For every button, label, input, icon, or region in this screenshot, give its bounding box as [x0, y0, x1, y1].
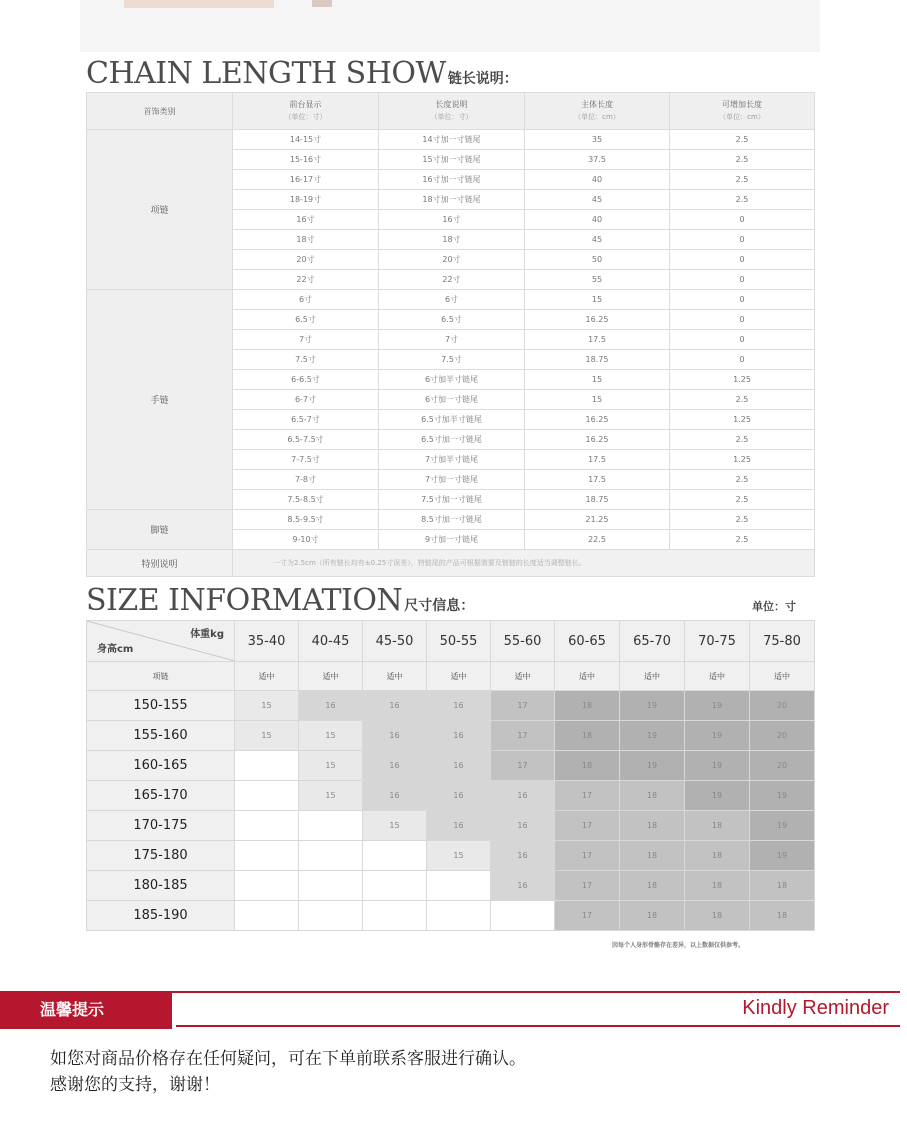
size-value-cell: 18	[555, 751, 620, 781]
chain-cell: 14-15寸	[233, 130, 379, 150]
size-value-cell: 15	[427, 841, 491, 871]
size-value-cell: 16	[491, 871, 555, 901]
fit-cell: 适中	[620, 662, 685, 691]
chain-cell: 2.5	[670, 430, 815, 450]
chain-category-cell: 手链	[87, 290, 233, 510]
size-value-cell: 18	[685, 871, 750, 901]
chain-header-cell	[670, 93, 815, 130]
size-value-cell: 19	[750, 811, 815, 841]
size-value-cell: 17	[555, 871, 620, 901]
chain-cell: 2.5	[670, 470, 815, 490]
chain-cell: 7-7.5寸	[233, 450, 379, 470]
size-value-cell: 19	[620, 691, 685, 721]
size-row	[87, 691, 815, 721]
chain-cell: 21.25	[525, 510, 670, 530]
chain-header-main: 主体长度	[581, 100, 613, 109]
size-value-cell	[299, 841, 363, 871]
size-value-cell: 16	[427, 691, 491, 721]
size-table-header	[87, 621, 815, 662]
chain-cell: 0	[670, 330, 815, 350]
chain-header-sub: （单位：寸）	[430, 113, 473, 121]
size-row	[87, 781, 815, 811]
size-value-cell: 19	[685, 781, 750, 811]
chain-row	[87, 510, 815, 530]
chain-header-cell	[233, 93, 379, 130]
chain-row	[87, 290, 815, 310]
chain-cell: 7寸	[233, 330, 379, 350]
weight-header-cell: 55-60	[491, 621, 555, 662]
reminder-bar	[0, 987, 907, 1031]
product-image-fragment	[312, 0, 332, 7]
size-value-cell: 16	[427, 721, 491, 751]
fit-cell: 适中	[299, 662, 363, 691]
size-row	[87, 901, 815, 931]
size-value-cell: 16	[427, 811, 491, 841]
size-value-cell: 17	[555, 781, 620, 811]
chain-cell: 6寸加半寸链尾	[379, 370, 525, 390]
chain-cell: 20寸	[233, 250, 379, 270]
chain-cell: 6寸	[233, 290, 379, 310]
chain-cell: 0	[670, 250, 815, 270]
height-cell: 150-155	[87, 691, 235, 721]
size-value-cell: 18	[620, 901, 685, 931]
size-value-cell: 19	[620, 721, 685, 751]
chain-cell: 18.75	[525, 350, 670, 370]
chain-cell: 6-6.5寸	[233, 370, 379, 390]
size-value-cell	[299, 901, 363, 931]
chain-cell: 22.5	[525, 530, 670, 550]
size-value-cell: 20	[750, 751, 815, 781]
fit-row	[87, 662, 815, 691]
weight-header-cell: 40-45	[299, 621, 363, 662]
size-value-cell: 19	[750, 781, 815, 811]
unit-label: 单位：寸	[752, 600, 796, 613]
size-value-cell	[363, 841, 427, 871]
size-value-cell: 16	[427, 781, 491, 811]
size-value-cell	[235, 811, 299, 841]
chain-cell: 6.5寸加一寸链尾	[379, 430, 525, 450]
chain-cell: 8.5寸加一寸链尾	[379, 510, 525, 530]
corner-weight-label: 体重kg	[190, 629, 224, 640]
size-value-cell: 17	[491, 751, 555, 781]
chain-header-main: 可增加长度	[722, 100, 762, 109]
corner-height-label: 身高cm	[97, 644, 134, 655]
chain-cell: 7寸加半寸链尾	[379, 450, 525, 470]
chain-cell: 2.5	[670, 530, 815, 550]
chain-cell: 2.5	[670, 130, 815, 150]
size-value-cell: 18	[620, 781, 685, 811]
size-value-cell: 18	[620, 841, 685, 871]
size-value-cell: 19	[620, 751, 685, 781]
chain-note-row	[87, 550, 815, 577]
size-row	[87, 751, 815, 781]
weight-header-cell: 45-50	[363, 621, 427, 662]
chain-cell: 0	[670, 270, 815, 290]
chain-cell: 15	[525, 390, 670, 410]
chain-category-cell: 项链	[87, 130, 233, 290]
chain-cell: 16寸	[233, 210, 379, 230]
chain-cell: 6寸加一寸链尾	[379, 390, 525, 410]
chain-cell: 16-17寸	[233, 170, 379, 190]
chain-title-zh: 链长说明：	[447, 71, 518, 87]
chain-cell: 6.5寸	[379, 310, 525, 330]
weight-header-cell: 50-55	[427, 621, 491, 662]
chain-cell: 16寸加一寸链尾	[379, 170, 525, 190]
chain-cell: 16寸	[379, 210, 525, 230]
height-cell: 155-160	[87, 721, 235, 751]
size-row	[87, 811, 815, 841]
chain-cell: 7寸	[379, 330, 525, 350]
size-value-cell: 15	[299, 751, 363, 781]
chain-cell: 50	[525, 250, 670, 270]
size-value-cell: 18	[555, 691, 620, 721]
height-cell: 165-170	[87, 781, 235, 811]
chain-header-sub: （单位：cm）	[574, 113, 620, 121]
weight-header-cell: 75-80	[750, 621, 815, 662]
size-value-cell: 18	[685, 901, 750, 931]
chain-cell: 17.5	[525, 450, 670, 470]
chain-length-table	[86, 92, 815, 577]
chain-cell: 0	[670, 350, 815, 370]
fit-cell: 适中	[235, 662, 299, 691]
chain-cell: 0	[670, 310, 815, 330]
chain-cell: 2.5	[670, 190, 815, 210]
size-value-cell: 16	[491, 811, 555, 841]
chain-cell: 6.5寸加半寸链尾	[379, 410, 525, 430]
chain-note-label: 特别说明	[87, 550, 233, 577]
size-value-cell	[235, 751, 299, 781]
chain-cell: 2.5	[670, 390, 815, 410]
chain-cell: 6.5-7寸	[233, 410, 379, 430]
chain-cell: 55	[525, 270, 670, 290]
size-row	[87, 871, 815, 901]
size-title-zh: 尺寸信息：	[404, 598, 475, 614]
product-image-fragment	[124, 0, 274, 8]
chain-cell: 40	[525, 210, 670, 230]
size-value-cell: 15	[299, 781, 363, 811]
chain-cell: 17.5	[525, 470, 670, 490]
size-info-table	[86, 620, 815, 931]
chain-length-title	[86, 56, 518, 91]
chain-cell: 22寸	[233, 270, 379, 290]
chain-cell: 6.5-7.5寸	[233, 430, 379, 450]
size-value-cell: 19	[685, 721, 750, 751]
chain-cell: 16.25	[525, 310, 670, 330]
reminder-line-1: 如您对商品价格存在任何疑问，可在下单前联系客服进行确认。	[50, 1049, 526, 1069]
size-value-cell: 20	[750, 721, 815, 751]
chain-row	[87, 130, 815, 150]
size-value-cell: 15	[363, 811, 427, 841]
size-row	[87, 721, 815, 751]
chain-cell: 6寸	[379, 290, 525, 310]
size-value-cell: 16	[491, 781, 555, 811]
chain-header-sub: （单位：cm）	[719, 113, 765, 121]
size-value-cell: 18	[750, 901, 815, 931]
weight-header-cell: 35-40	[235, 621, 299, 662]
chain-cell: 35	[525, 130, 670, 150]
chain-cell: 37.5	[525, 150, 670, 170]
size-value-cell: 20	[750, 691, 815, 721]
size-value-cell: 18	[750, 871, 815, 901]
chain-cell: 22寸	[379, 270, 525, 290]
size-value-cell	[427, 871, 491, 901]
reminder-tag: 温馨提示	[0, 991, 172, 1029]
size-value-cell: 16	[363, 721, 427, 751]
chain-cell: 8.5-9.5寸	[233, 510, 379, 530]
size-value-cell: 15	[235, 721, 299, 751]
fit-cell: 适中	[363, 662, 427, 691]
chain-cell: 1.25	[670, 410, 815, 430]
chain-header-main: 长度说明	[435, 100, 468, 109]
height-cell: 170-175	[87, 811, 235, 841]
chain-cell: 6-7寸	[233, 390, 379, 410]
chain-header-main: 前台显示	[289, 100, 322, 109]
chain-cell: 1.25	[670, 370, 815, 390]
chain-cell: 9-10寸	[233, 530, 379, 550]
chain-cell: 17.5	[525, 330, 670, 350]
size-info-title	[86, 583, 474, 618]
size-value-cell: 18	[685, 841, 750, 871]
chain-header-cell	[87, 93, 233, 130]
size-value-cell: 18	[685, 811, 750, 841]
size-value-cell: 16	[363, 691, 427, 721]
size-value-cell: 18	[620, 871, 685, 901]
size-value-cell	[363, 871, 427, 901]
chain-title-en: CHAIN LENGTH SHOW	[86, 56, 446, 91]
chain-cell: 2.5	[670, 510, 815, 530]
size-value-cell: 17	[555, 901, 620, 931]
reminder-bottom-line	[176, 1025, 900, 1027]
height-cell: 160-165	[87, 751, 235, 781]
chain-header-sub: （单位：寸）	[284, 113, 327, 121]
fit-cell: 适中	[491, 662, 555, 691]
height-cell: 175-180	[87, 841, 235, 871]
chain-cell: 7.5寸	[379, 350, 525, 370]
corner-cell	[87, 621, 235, 662]
fit-cell: 适中	[685, 662, 750, 691]
chain-cell: 7.5-8.5寸	[233, 490, 379, 510]
size-value-cell: 16	[427, 751, 491, 781]
size-value-cell: 19	[750, 841, 815, 871]
size-title-en: SIZE INFORMATION	[86, 583, 403, 618]
chain-table-header	[87, 93, 815, 130]
weight-header-cell: 70-75	[685, 621, 750, 662]
size-value-cell	[363, 901, 427, 931]
chain-cell: 18-19寸	[233, 190, 379, 210]
chain-cell: 18寸	[379, 230, 525, 250]
reminder-text	[50, 1046, 526, 1098]
chain-cell: 18.75	[525, 490, 670, 510]
chain-header-cell	[379, 93, 525, 130]
size-value-cell: 19	[685, 691, 750, 721]
size-value-cell	[235, 901, 299, 931]
chain-cell: 0	[670, 210, 815, 230]
size-value-cell: 16	[363, 751, 427, 781]
size-value-cell	[299, 871, 363, 901]
size-value-cell: 17	[491, 691, 555, 721]
size-value-cell: 17	[555, 811, 620, 841]
chain-cell: 7.5寸	[233, 350, 379, 370]
chain-cell: 40	[525, 170, 670, 190]
chain-cell: 7-8寸	[233, 470, 379, 490]
chain-cell: 1.25	[670, 450, 815, 470]
size-value-cell	[491, 901, 555, 931]
chain-cell: 15-16寸	[233, 150, 379, 170]
height-cell: 185-190	[87, 901, 235, 931]
fit-cell: 适中	[750, 662, 815, 691]
chain-cell: 16.25	[525, 430, 670, 450]
chain-cell: 14寸加一寸链尾	[379, 130, 525, 150]
fit-row-label: 项链	[87, 662, 235, 691]
size-value-cell: 15	[299, 721, 363, 751]
chain-cell: 0	[670, 230, 815, 250]
chain-cell: 2.5	[670, 490, 815, 510]
size-value-cell: 16	[299, 691, 363, 721]
chain-cell: 45	[525, 190, 670, 210]
reminder-title-en: Kindly Reminder	[742, 997, 889, 1019]
size-value-cell: 17	[491, 721, 555, 751]
size-value-cell	[235, 871, 299, 901]
product-image-strip	[80, 0, 820, 52]
chain-cell: 6.5寸	[233, 310, 379, 330]
size-value-cell: 17	[555, 841, 620, 871]
height-cell: 180-185	[87, 871, 235, 901]
chain-header-cell	[525, 93, 670, 130]
size-value-cell: 16	[491, 841, 555, 871]
chain-cell: 15	[525, 290, 670, 310]
size-value-cell	[235, 781, 299, 811]
chain-cell: 16.25	[525, 410, 670, 430]
fit-cell: 适中	[427, 662, 491, 691]
chain-cell: 9寸加一寸链尾	[379, 530, 525, 550]
chain-cell: 2.5	[670, 150, 815, 170]
size-value-cell: 16	[363, 781, 427, 811]
chain-cell: 20寸	[379, 250, 525, 270]
size-value-cell: 15	[235, 691, 299, 721]
chain-header-main: 首饰类别	[143, 106, 176, 116]
size-value-cell	[235, 841, 299, 871]
size-value-cell: 18	[555, 721, 620, 751]
chain-cell: 15寸加一寸链尾	[379, 150, 525, 170]
reminder-line-2: 感谢您的支持，谢谢！	[50, 1075, 220, 1095]
size-value-cell: 18	[620, 811, 685, 841]
size-value-cell	[299, 811, 363, 841]
chain-cell: 2.5	[670, 170, 815, 190]
chain-note-text: 一寸为2.5cm（所有链长均有±0.25寸误差），特链尾的产品可根据需要及链链的长度适当调整链长。	[233, 550, 815, 577]
chain-cell: 7寸加一寸链尾	[379, 470, 525, 490]
chain-cell: 18寸	[233, 230, 379, 250]
weight-header-cell: 65-70	[620, 621, 685, 662]
chain-cell: 0	[670, 290, 815, 310]
fit-cell: 适中	[555, 662, 620, 691]
chain-cell: 7.5寸加一寸链尾	[379, 490, 525, 510]
size-footnote: 因每个人身形骨骼存在差异，以上数据仅供参考。	[612, 942, 745, 949]
size-value-cell	[427, 901, 491, 931]
chain-cell: 18寸加一寸链尾	[379, 190, 525, 210]
chain-category-cell: 脚链	[87, 510, 233, 550]
weight-header-cell: 60-65	[555, 621, 620, 662]
size-value-cell: 19	[685, 751, 750, 781]
chain-cell: 15	[525, 370, 670, 390]
chain-cell: 45	[525, 230, 670, 250]
size-row	[87, 841, 815, 871]
